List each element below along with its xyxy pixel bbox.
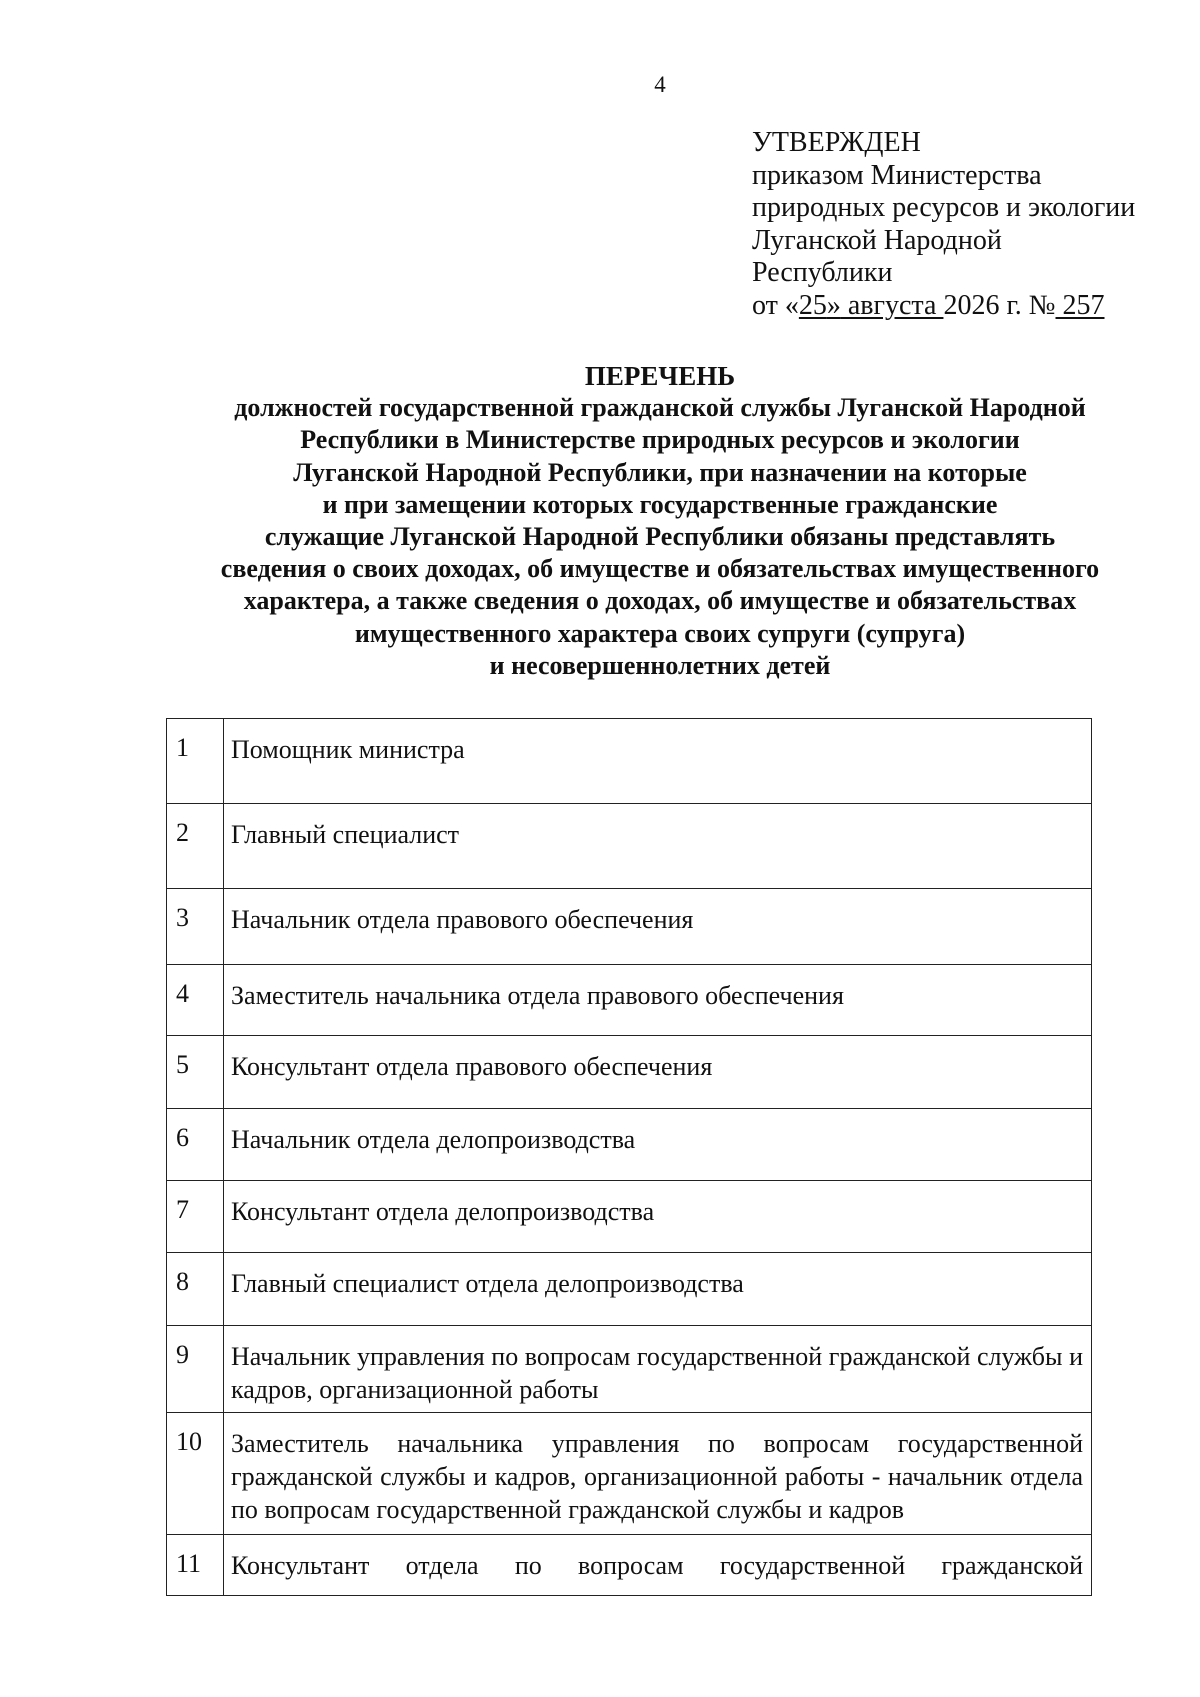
row-number: 2 bbox=[167, 804, 224, 889]
title-main: ПЕРЕЧЕНЬ bbox=[584, 361, 736, 391]
table-row bbox=[167, 889, 1092, 965]
title-line: и при замещении которых государственные гражданские bbox=[322, 489, 998, 519]
row-number: 8 bbox=[167, 1253, 224, 1326]
approval-stamp bbox=[752, 127, 1135, 322]
positions-table bbox=[166, 718, 1092, 1596]
position-title: Главный специалист отдела делопроизводства bbox=[224, 1253, 1092, 1326]
table-row bbox=[167, 1535, 1092, 1596]
row-number: 1 bbox=[167, 719, 224, 804]
row-number: 5 bbox=[167, 1036, 224, 1109]
approval-title: УТВЕРЖДЕН bbox=[752, 127, 921, 158]
row-number: 10 bbox=[167, 1413, 224, 1535]
table-row bbox=[167, 1326, 1092, 1413]
table-row bbox=[167, 1181, 1092, 1253]
title-line: характера, а также сведения о доходах, об имуществе и обязательствах bbox=[243, 586, 1077, 616]
title-line: Республики в Министерстве природных ресурсов и экологии bbox=[300, 425, 1020, 455]
date-day-suffix: » bbox=[826, 289, 841, 321]
position-title: Начальник отдела правового обеспечения bbox=[224, 889, 1092, 965]
table-row bbox=[167, 1109, 1092, 1181]
row-number: 7 bbox=[167, 1181, 224, 1253]
document-title bbox=[150, 360, 1170, 682]
table-row bbox=[167, 965, 1092, 1036]
row-number: 6 bbox=[167, 1109, 224, 1181]
table-row bbox=[167, 719, 1092, 804]
row-number: 9 bbox=[167, 1326, 224, 1413]
row-number: 3 bbox=[167, 889, 224, 965]
position-title: Помощник министра bbox=[224, 719, 1092, 804]
title-line: должностей государственной гражданской службы Луганской Народной bbox=[234, 393, 1086, 423]
table-row bbox=[167, 804, 1092, 889]
row-number: 11 bbox=[167, 1535, 224, 1596]
position-title: Заместитель начальника управления по вопросам государственной гражданской службы и кадров, организационной работы - начальник отдела по вопросам государственной гражданской службы и кадров bbox=[224, 1413, 1092, 1535]
title-line: Луганской Народной Республики, при назначении на которые bbox=[293, 457, 1027, 487]
position-title: Консультант отдела правового обеспечения bbox=[224, 1036, 1092, 1109]
date-year: 2026 г. № bbox=[943, 289, 1056, 321]
title-line: и несовершеннолетних детей bbox=[489, 650, 831, 680]
title-line: служащие Луганской Народной Республики обязаны представлять bbox=[264, 522, 1056, 552]
approval-line: Луганской Народной bbox=[752, 224, 1002, 256]
approval-line: Республики bbox=[752, 257, 893, 288]
page-number: 4 bbox=[654, 72, 666, 97]
row-number: 4 bbox=[167, 965, 224, 1036]
date-month: августа bbox=[840, 289, 944, 321]
position-title: Начальник управления по вопросам государственной гражданской службы и кадров, организационной работы bbox=[224, 1326, 1092, 1413]
date-day: 25 bbox=[798, 289, 827, 321]
title-line: имущественного характера своих супруги (супруга) bbox=[354, 618, 966, 648]
position-title: Заместитель начальника отдела правового обеспечения bbox=[224, 965, 1092, 1036]
date-prefix: от « bbox=[752, 289, 799, 321]
approval-line: приказом Министерства bbox=[752, 159, 1042, 191]
table-row bbox=[167, 1253, 1092, 1326]
approval-line: природных ресурсов и экологии bbox=[752, 192, 1136, 223]
position-title: Консультант отдела по вопросам государственной гражданской bbox=[224, 1535, 1092, 1596]
table-row bbox=[167, 1036, 1092, 1109]
title-line: сведения о своих доходах, об имуществе и обязательствах имущественного bbox=[220, 554, 1100, 584]
table-row bbox=[167, 1413, 1092, 1535]
position-title: Главный специалист bbox=[224, 804, 1092, 889]
order-number: 257 bbox=[1055, 289, 1105, 321]
position-title: Консультант отдела делопроизводства bbox=[224, 1181, 1092, 1253]
approval-date-line bbox=[752, 290, 1135, 323]
position-title: Начальник отдела делопроизводства bbox=[224, 1109, 1092, 1181]
